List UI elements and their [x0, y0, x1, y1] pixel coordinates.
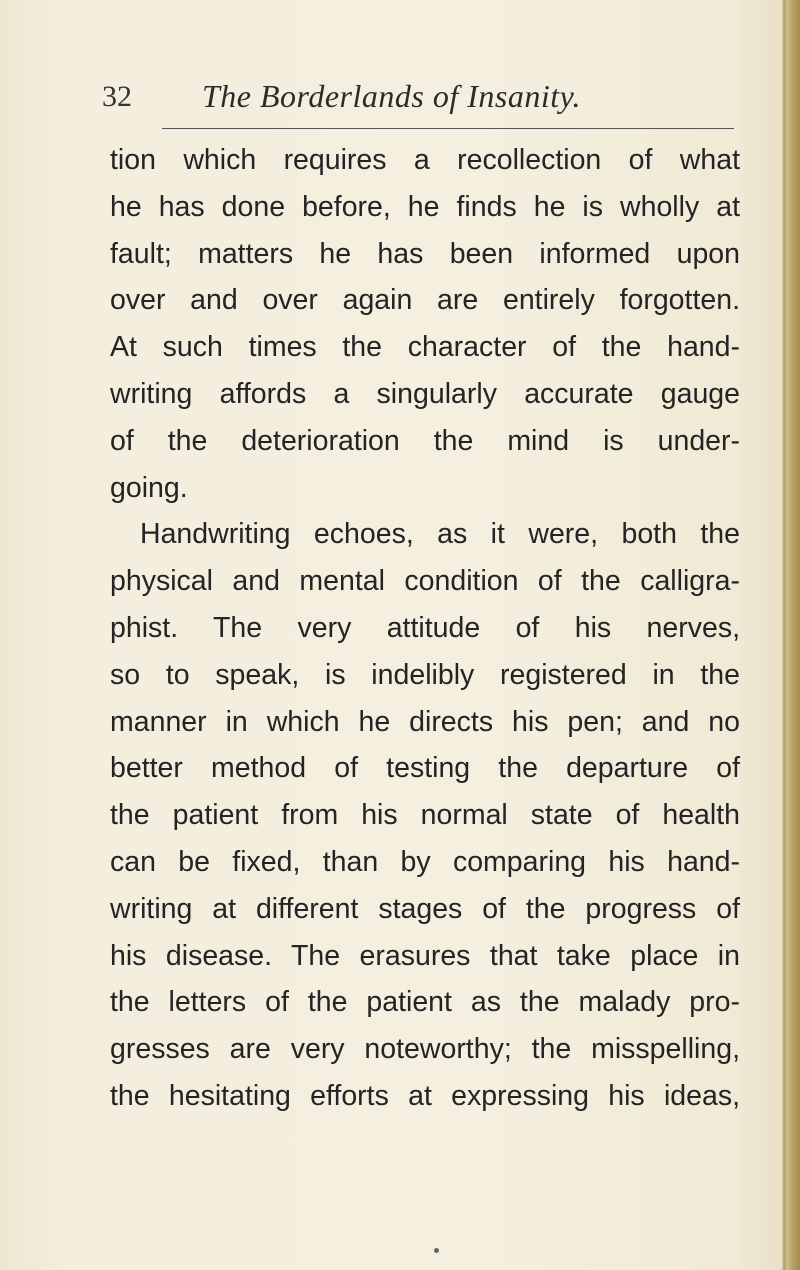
text-line: writing at different stages of the progress of [110, 892, 740, 925]
text-line: over and over again are entirely forgotten. [110, 284, 740, 317]
text-line: he has done before, he finds he is wholly at [110, 190, 740, 223]
page-number: 32 [102, 80, 132, 113]
text-line: better method of testing the departure of [110, 752, 740, 785]
text-line: so to speak, is indelibly registered in the [110, 658, 740, 691]
text-line: gresses are very noteworthy; the misspelling, [110, 1033, 740, 1066]
text-line: the patient from his normal state of health [110, 799, 740, 832]
running-title: The Borderlands of Insanity. [202, 78, 582, 114]
text-line: can be fixed, than by comparing his hand- [110, 845, 740, 878]
ink-speck [434, 1248, 439, 1253]
text-line: writing affords a singularly accurate gauge [110, 377, 740, 410]
page-header [102, 80, 742, 120]
text-line: Handwriting echoes, as it were, both the [140, 518, 740, 551]
text-line: the hesitating efforts at expressing his ideas, [110, 1079, 740, 1112]
page-edge-line [783, 0, 786, 1270]
text-line: manner in which he directs his pen; and no [110, 705, 740, 738]
text-line: going. [110, 471, 188, 504]
text-line: the letters of the patient as the malady pro- [110, 986, 740, 1019]
body-text [110, 137, 740, 1120]
text-line: physical and mental condition of the calligra- [110, 565, 740, 598]
text-line: tion which requires a recollection of what [110, 144, 740, 176]
text-line: of the deterioration the mind is under- [110, 424, 740, 457]
text-line: At such times the character of the hand- [110, 331, 740, 364]
text-line: fault; matters he has been informed upon [110, 237, 740, 270]
text-line: his disease. The erasures that take place in [110, 939, 740, 972]
text-line: phist. The very attitude of his nerves, [110, 611, 740, 644]
header-rule [162, 128, 734, 129]
